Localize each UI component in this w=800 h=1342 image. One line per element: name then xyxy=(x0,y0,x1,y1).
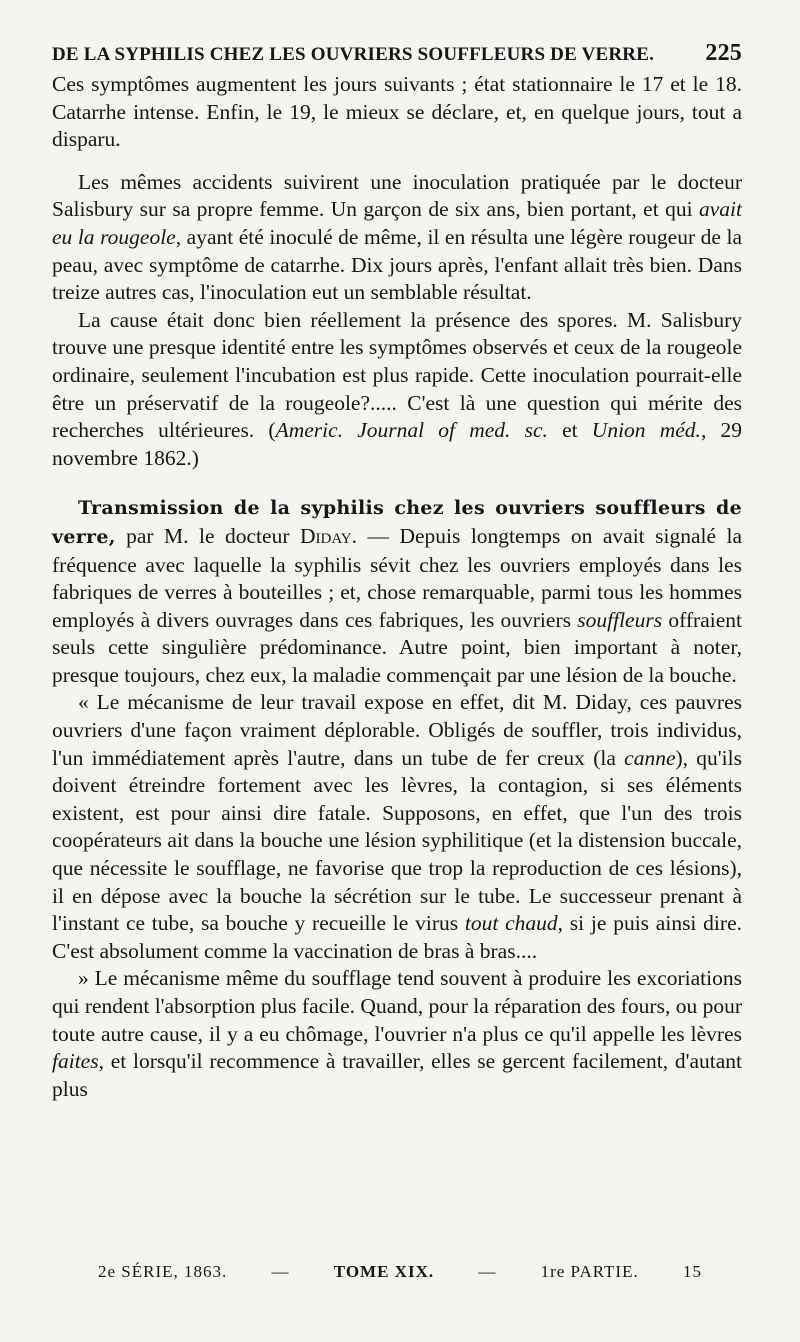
emphasis: avait eu la rougeole xyxy=(52,197,742,249)
footer-dash: — xyxy=(271,1262,290,1281)
footer-tome: TOME XIX. xyxy=(333,1262,435,1281)
emphasis: souffleurs xyxy=(577,607,663,632)
emphasis: tout chaud xyxy=(464,911,558,936)
journal-citation: Union méd. xyxy=(591,418,701,443)
footer-part: 1re PARTIE. xyxy=(540,1262,639,1281)
footer-signature: 15 xyxy=(682,1262,702,1281)
paragraph-1: Ces symptômes augmentent les jours suivants ; état stationnaire le 17 et le 18. Catarrhe intense. Enfin, le 19, le mieux se déclare, et, en quelque jours, tout a disparu. xyxy=(52,72,742,152)
running-header xyxy=(52,40,742,67)
section-heading: Transmission de la syphilis chez les ouvriers souffleurs de verre, xyxy=(52,497,742,548)
author-name: Diday xyxy=(299,523,352,548)
paragraph-4: Transmission de la syphilis chez les ouvriers souffleurs de verre, par M. le docteur Diday. — Depuis longtemps on avait signalé la fréquence avec laquelle la syphilis sévit chez les ouvriers employés dans les fabriques de verres à bouteilles ; et, chose remarquable, parmi tous les hommes employés à divers ouvrages dans ces fabriques, les ouvriers souffleurs offraient seuls cette singulière prédominance. Autre point, bien important à noter, presque toujours, chez eux, la maladie commençait par une lésion de la bouche. xyxy=(52,497,743,687)
body-text xyxy=(52,71,742,1103)
header-title: DE LA SYPHILIS CHEZ LES OUVRIERS SOUFFLEURS DE VERRE. xyxy=(52,44,655,65)
emphasis: faites xyxy=(52,1049,99,1074)
page-footer xyxy=(98,1262,702,1282)
footer-series: 2e SÉRIE, 1863. xyxy=(98,1262,228,1281)
journal-citation: Americ. Journal of med. sc. xyxy=(275,418,548,443)
footer-dash: — xyxy=(478,1262,497,1281)
page-number: 225 xyxy=(705,40,742,66)
emphasis: canne xyxy=(624,745,676,770)
paragraph-3: La cause était donc bien réellement la présence des spores. M. Salisbury trouve une presque identité entre les symptômes observés et ceux de la rougeole ordinaire, seulement l'incubation est plus rapide. Cette inoculation pourrait-elle être un préservatif de la rougeole?..... C'est là une question qui mérite des recherches ultérieures. (Americ. Journal of med. sc. et Union méd., 29 novembre 1862.) xyxy=(52,307,743,470)
paragraph-6: » Le mécanisme même du soufflage tend souvent à produire les excoriations qui rendent l'absorption plus facile. Quand, pour la réparation des fours, ou pour toute autre cause, il y a eu chômage, l'ouvrier n'a plus ce qu'il appelle les lèvres faites, et lorsqu'il recommence à travailler, elles se gercent facilement, d'autant plus xyxy=(52,966,742,1101)
paragraph-2: Les mêmes accidents suivirent une inoculation pratiquée par le docteur Salisbury sur sa propre femme. Un garçon de six ans, bien portant, et qui avait eu la rougeole, ayant été inoculé de même, il en résulta une légère rougeur de la peau, avec symptôme de catarrhe. Dix jours après, l'enfant allait très bien. Dans treize autres cas, l'inoculation eut un semblable résultat. xyxy=(52,169,742,305)
paragraph-5: « Le mécanisme de leur travail expose en effet, dit M. Diday, ces pauvres ouvriers d'une façon vraiment déplorable. Obligés de souffler, trois individus, l'un immédiatement après l'autre, dans un tube de fer creux (la canne), qu'ils doivent étreindre fortement avec les lèvres, la contagion, si ses éléments existent, est pour ainsi dire fatale. Supposons, en effet, que l'un des trois coopérateurs ait dans la bouche une lésion syphilitique (et la distension buccale, que nécessite le soufflage, ne favorise que trop la reproduction de ces lésions), il en dépose avec la bouche la sécrétion sur le tube. Le successeur prenant à l'instant ce tube, sa bouche y recueille le virus tout chaud, si je puis ainsi dire. C'est absolument comme la vaccination de bras à bras.... xyxy=(52,690,742,963)
